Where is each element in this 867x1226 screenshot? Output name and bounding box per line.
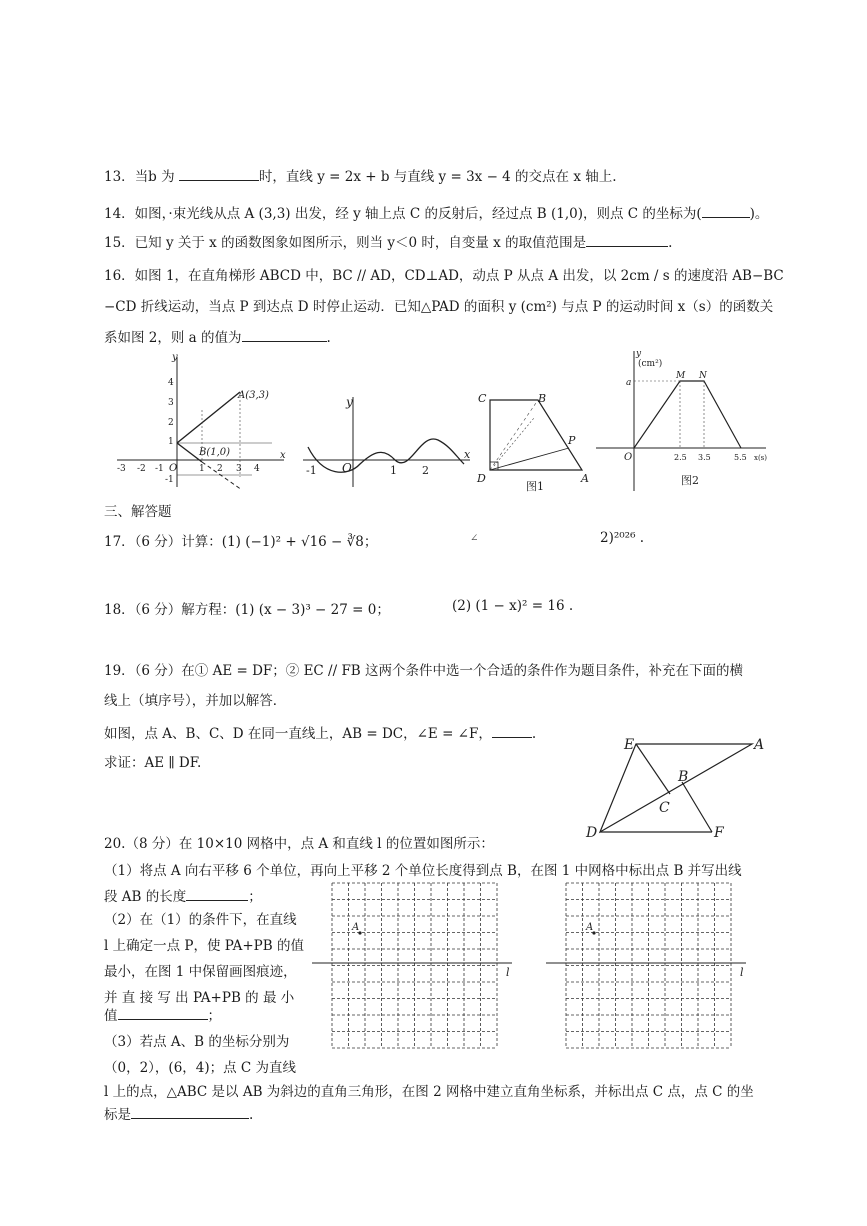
tick-y: -1	[165, 475, 174, 485]
segment-ec	[636, 744, 670, 794]
label-b: B(1,0)	[199, 447, 231, 458]
tick-x: -2	[137, 464, 146, 474]
grid-figure-1	[312, 878, 522, 1053]
q19-line-2: 线上（填序号），并加以解答．	[104, 693, 287, 709]
q20-line-8	[104, 1004, 221, 1024]
caption: 图1	[526, 480, 544, 493]
unit-label: (cm²)	[638, 359, 663, 369]
q20-ab-blank[interactable]	[186, 887, 248, 901]
label-p: P	[568, 434, 576, 447]
label-l: l	[740, 966, 744, 979]
q19-tail: .	[531, 726, 537, 742]
x-label: x	[280, 450, 286, 461]
q16-tail: .	[326, 330, 331, 346]
triangle-eda	[600, 744, 752, 832]
dashed-segment	[490, 400, 538, 470]
q14-text: 14．如图，·束光线从点 A (3,3) 出发，经 y 轴上点 C 的反射后，经过点 B (1,0)，则点 C 的坐标为(	[104, 206, 702, 222]
q20-line-10: （0，2），(6，4)；点 C 为直线	[104, 1060, 297, 1076]
tick-2: 2	[422, 464, 429, 477]
caption: 图2	[681, 474, 699, 487]
q20-line-6: 最小，在图 1 中保留画图痕迹，	[104, 964, 297, 980]
q14-answer-blank[interactable]	[702, 204, 750, 218]
label-a: A	[586, 922, 594, 933]
tick-neg1: -1	[306, 464, 317, 477]
q13-text-a: 当b 为	[134, 169, 175, 185]
label-l: l	[506, 966, 510, 979]
figure-q16-trapezoid	[474, 388, 594, 498]
tick-1: 1	[390, 464, 397, 477]
grid-lines	[566, 883, 731, 1048]
q20-line-5: l 上确定一点 P，使 PA+PB 的值	[104, 938, 304, 954]
tick-3-5: 3.5	[698, 453, 711, 462]
label-c: C	[659, 800, 670, 816]
label-a: a	[626, 378, 632, 388]
label-d: D	[586, 825, 598, 841]
grid-figure-2	[546, 878, 756, 1053]
q15-answer-blank[interactable]	[586, 233, 668, 247]
q13-text-b: 时，直线 y = 2x + b 与直线 y = 3x − 4 的交点在 x 轴上.	[258, 169, 617, 185]
label-d: D	[477, 472, 486, 485]
tick-y: 2	[168, 418, 174, 428]
q20-tail: ；	[248, 889, 262, 905]
q16-line-2: −CD 折线运动，当点 P 到达点 D 时停止运动．已知△PAD 的面积 y (cm²) 与点 P 的运动时间 x（s）的函数关	[104, 299, 774, 315]
q19-answer-blank[interactable]	[492, 724, 532, 738]
label-b: B	[678, 769, 689, 785]
q20-tail: ；	[207, 1008, 221, 1024]
x-label: x	[464, 448, 471, 461]
q20-c-blank[interactable]	[131, 1105, 249, 1119]
q14-tail: )。	[749, 206, 769, 222]
section-title: 三、解答题	[104, 504, 172, 520]
tick-x: -1	[155, 464, 164, 474]
q13-answer-blank[interactable]	[179, 167, 259, 181]
tick-x: -3	[117, 464, 126, 474]
figure-q19	[582, 732, 772, 844]
question-13	[104, 165, 617, 185]
q19-line-1: 19．（6 分）在① AE = DF；② EC // FB 这两个条件中选一个合适的条件作为题目条件，补充在下面的横	[104, 663, 744, 679]
figure-q16-graph	[596, 346, 776, 494]
q18-part2: (2) (1 − x)² = 16 .	[452, 598, 574, 614]
segment-dp	[490, 448, 569, 470]
y-label: y	[636, 349, 642, 359]
ray-ac	[177, 392, 240, 443]
label-e: E	[624, 737, 635, 753]
label-o: O	[169, 463, 178, 474]
q17-fragment: ∠	[470, 533, 479, 544]
q13-number: 13．	[104, 169, 135, 185]
q16-line-3	[104, 326, 331, 346]
q20-text-min: 值	[104, 1008, 118, 1024]
q20-min-blank[interactable]	[118, 1006, 208, 1020]
label-a: A	[352, 922, 360, 933]
q20-tail: .	[249, 1107, 254, 1123]
q16-line-1: 16．如图 1，在直角梯形 ABCD 中，BC // AD，CD⊥AD，动点 P 从点 A 出发，以 2cm / s 的速度沿 AB−BC	[104, 268, 784, 284]
q20-line-11: l 上的点，△ABC 是以 AB 为斜边的直角三角形，在图 2 网格中建立直角坐标系，并标出点 C 点，点 C 的坐	[104, 1084, 754, 1100]
q19-line-3	[104, 722, 536, 742]
x-label: x(s)	[754, 454, 768, 462]
label-f: F	[714, 825, 724, 841]
label-m: M	[676, 371, 686, 381]
q19-line-4: 求证：AE ∥ DF.	[104, 755, 202, 771]
q20-line-9: （3）若点 A、B 的坐标分别为	[104, 1034, 290, 1050]
tick-5-5: 5.5	[734, 453, 747, 462]
tick-2-5: 2.5	[674, 453, 687, 462]
question-15	[104, 231, 672, 251]
tick-y: 3	[168, 398, 174, 408]
q16-answer-blank[interactable]	[242, 328, 327, 342]
label-c: C	[478, 392, 487, 405]
q20-text-ab: 段 AB 的长度	[104, 889, 187, 905]
q19-text: 如图，点 A、B、C、D 在同一直线上，AB = DC，∠E = ∠F，	[104, 726, 492, 742]
tick-x: 4	[254, 464, 260, 474]
tick-y: 1	[168, 437, 174, 447]
q20-line-2: （1）将点 A 向右平移 6 个单位，再向上平移 2 个单位长度得到点 B，在图 1 中网格中标出点 B 并写出线	[104, 863, 742, 879]
question-14	[104, 202, 768, 222]
y-label: y	[172, 352, 178, 363]
label-a: A	[754, 737, 765, 753]
tick-y: 4	[168, 378, 174, 388]
tick-x: 3	[236, 464, 242, 474]
q16-text: 系如图 2，则 a 的值为	[104, 330, 242, 346]
q20-text-c: 标是	[104, 1107, 131, 1123]
figure-q15	[298, 392, 473, 492]
label-a: A(3,3)	[238, 390, 269, 401]
tick-x: 1	[199, 464, 205, 474]
label-n: N	[699, 371, 707, 381]
tick-x: 2	[217, 464, 223, 474]
y-label: y	[346, 395, 353, 409]
area-graph	[634, 381, 741, 448]
q20-line-1: 20.（8 分）在 10×10 网格中，点 A 和直线 l 的位置如图所示：	[104, 836, 494, 852]
q17-part2: 2)²⁰²⁶ .	[600, 530, 645, 546]
label-b: B	[538, 392, 547, 405]
function-curve	[308, 439, 464, 472]
question-17: 17．（6 分）计算：(1) (−1)² + √16 − ∛8；	[104, 534, 378, 550]
label-o: O	[342, 461, 352, 475]
segment-bf	[682, 782, 712, 832]
q15-tail: .	[668, 235, 673, 251]
q15-text: 15．已知 y 关于 x 的函数图象如图所示，则当 y＜0 时，自变量 x 的取值范围是	[104, 235, 587, 251]
q20-line-3	[104, 885, 262, 905]
dashed-segment	[494, 418, 534, 466]
question-18: 18．（6 分）解方程：(1) (x − 3)³ − 27 = 0；	[104, 602, 390, 618]
label-o: O	[624, 452, 633, 463]
q20-line-7: 并 直 接 写 出 PA+PB 的 最 小	[104, 990, 295, 1006]
q20-line-12	[104, 1103, 253, 1123]
hidden-shape	[600, 744, 682, 832]
figure-q14	[112, 352, 292, 492]
label-a: A	[581, 472, 589, 485]
q20-line-4: （2）在（1）的条件下，在直线	[104, 912, 297, 928]
grid-lines	[332, 883, 497, 1048]
